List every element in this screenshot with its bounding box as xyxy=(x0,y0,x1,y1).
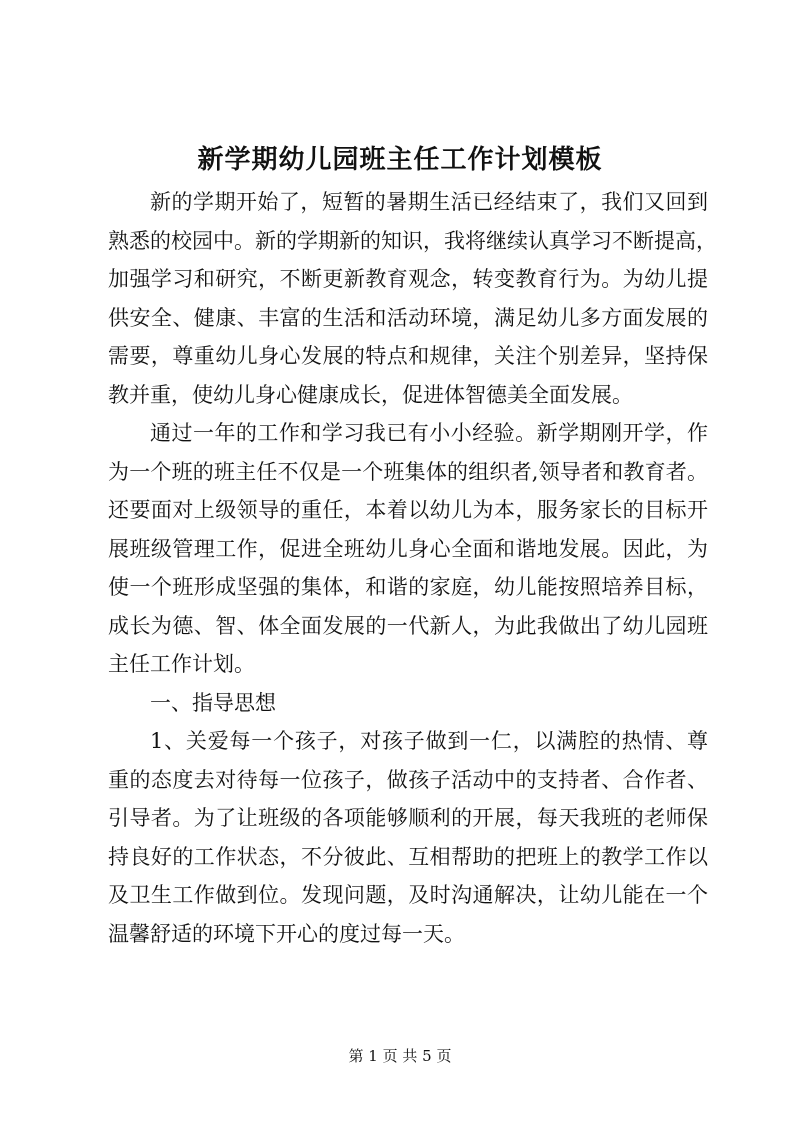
paragraph-line: 1、关爱每一个孩子，对孩子做到一仁，以满腔的热情、尊 xyxy=(150,729,708,753)
paragraph-line: 成长为德、智、体全面发展的一代新人，为此我做出了幼儿园班 xyxy=(108,613,708,638)
page-indicator: 第 1 页 共 5 页 xyxy=(348,1047,452,1065)
document-body xyxy=(108,183,717,953)
paragraph-line: 通过一年的工作和学习我已有小小经验。新学期刚开学，作 xyxy=(150,421,708,445)
paragraph-line: 展班级管理工作，促进全班幼儿身心全面和谐地发展。因此，为 xyxy=(108,536,708,561)
paragraph-line: 温馨舒适的环境下开心的度过每一天。 xyxy=(108,921,465,946)
paragraph-line: 为一个班的班主任不仅是一个班集体的组织者,领导者和教育者。 xyxy=(108,459,708,484)
paragraph-line: 供安全、健康、丰富的生活和活动环境，满足幼儿多方面发展的 xyxy=(108,305,708,330)
section-heading: 一、指导思想 xyxy=(150,690,276,715)
paragraph-line: 使一个班形成坚强的集体，和谐的家庭，幼儿能按照培养目标， xyxy=(108,575,708,599)
paragraph-line: 还要面对上级领导的重任，本着以幼儿为本，服务家长的目标开 xyxy=(108,498,708,522)
paragraph-line: 新的学期开始了，短暂的暑期生活已经结束了，我们又回到 xyxy=(150,190,708,214)
paragraph-line: 教并重，使幼儿身心健康成长，促进体智德美全面发展。 xyxy=(108,382,633,407)
paragraph-line: 引导者。为了让班级的各项能够顺利的开展，每天我班的老师保 xyxy=(108,806,708,830)
document-title: 新学期幼儿园班主任工作计划模板 xyxy=(197,145,603,175)
paragraph-line: 需要，尊重幼儿身心发展的特点和规律，关注个别差异，坚持保 xyxy=(108,344,708,368)
paragraph-line: 加强学习和研究，不断更新教育观念，转变教育行为。为幼儿提 xyxy=(108,267,708,291)
paragraph-line: 持良好的工作状态，不分彼此、互相帮助的把班上的教学工作以 xyxy=(108,844,708,869)
paragraph-line: 及卫生工作做到位。发现问题，及时沟通解决，让幼儿能在一个 xyxy=(108,883,708,907)
paragraph-line: 重的态度去对待每一位孩子，做孩子活动中的支持者、合作者、 xyxy=(108,767,708,792)
paragraph-line: 熟悉的校园中。新的学期新的知识，我将继续认真学习不断提高， xyxy=(108,228,717,253)
paragraph-line: 主任工作计划。 xyxy=(108,652,255,676)
